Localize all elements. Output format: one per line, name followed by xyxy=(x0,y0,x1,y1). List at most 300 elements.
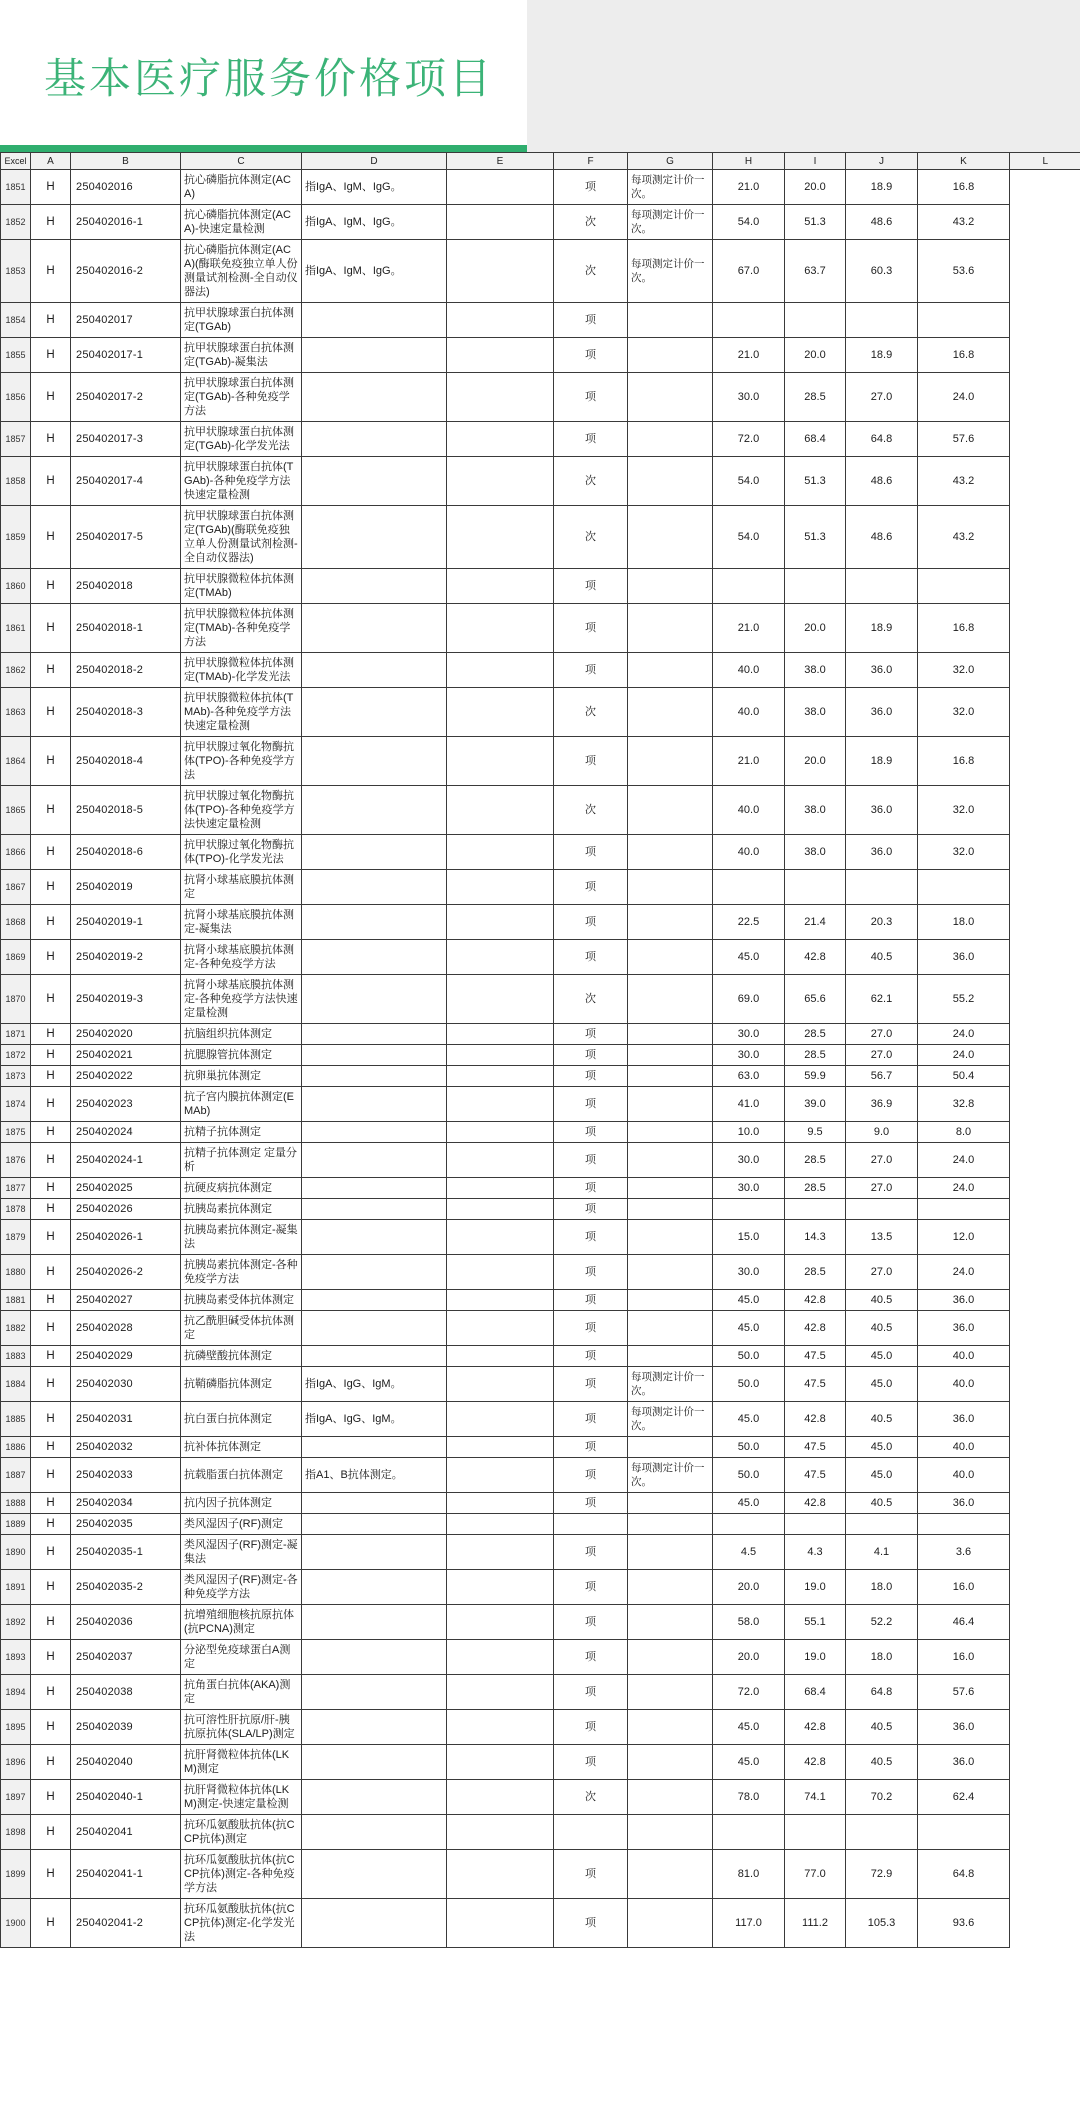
cell-j-1881[interactable]: 40.5 xyxy=(846,1290,918,1311)
cell-f-1895[interactable]: 项 xyxy=(554,1710,628,1745)
cell-b-1858[interactable]: 250402017-4 xyxy=(71,457,181,506)
cell-d-1859[interactable] xyxy=(302,506,447,569)
cell-b-1896[interactable]: 250402040 xyxy=(71,1745,181,1780)
cell-l-1876[interactable] xyxy=(1010,1143,1080,1178)
cell-h-1876[interactable]: 30.0 xyxy=(713,1143,785,1178)
cell-c-1872[interactable]: 抗腮腺管抗体测定 xyxy=(181,1045,302,1066)
cell-f-1882[interactable]: 项 xyxy=(554,1311,628,1346)
cell-g-1860[interactable] xyxy=(628,569,713,604)
cell-h-1884[interactable]: 50.0 xyxy=(713,1367,785,1402)
row-number-1894[interactable]: 1894 xyxy=(1,1675,31,1710)
cell-e-1870[interactable] xyxy=(447,975,554,1024)
cell-a-1873[interactable]: H xyxy=(31,1066,71,1087)
cell-g-1851[interactable]: 每项测定计价一次。 xyxy=(628,170,713,205)
cell-l-1899[interactable] xyxy=(1010,1850,1080,1899)
cell-g-1874[interactable] xyxy=(628,1087,713,1122)
cell-b-1892[interactable]: 250402036 xyxy=(71,1605,181,1640)
cell-l-1882[interactable] xyxy=(1010,1311,1080,1346)
cell-c-1882[interactable]: 抗乙酰胆碱受体抗体测定 xyxy=(181,1311,302,1346)
cell-f-1884[interactable]: 项 xyxy=(554,1367,628,1402)
row-number-1856[interactable]: 1856 xyxy=(1,373,31,422)
cell-k-1897[interactable]: 62.4 xyxy=(918,1780,1010,1815)
cell-c-1888[interactable]: 抗内因子抗体测定 xyxy=(181,1493,302,1514)
cell-g-1862[interactable] xyxy=(628,653,713,688)
cell-a-1876[interactable]: H xyxy=(31,1143,71,1178)
cell-g-1867[interactable] xyxy=(628,870,713,905)
cell-d-1873[interactable] xyxy=(302,1066,447,1087)
cell-l-1880[interactable] xyxy=(1010,1255,1080,1290)
row-number-1851[interactable]: 1851 xyxy=(1,170,31,205)
column-header-i[interactable]: I xyxy=(785,153,846,170)
cell-l-1892[interactable] xyxy=(1010,1605,1080,1640)
row-number-1898[interactable]: 1898 xyxy=(1,1815,31,1850)
cell-c-1860[interactable]: 抗甲状腺微粒体抗体测定(TMAb) xyxy=(181,569,302,604)
cell-j-1856[interactable]: 27.0 xyxy=(846,373,918,422)
cell-h-1893[interactable]: 20.0 xyxy=(713,1640,785,1675)
cell-h-1879[interactable]: 15.0 xyxy=(713,1220,785,1255)
cell-h-1899[interactable]: 81.0 xyxy=(713,1850,785,1899)
cell-i-1873[interactable]: 59.9 xyxy=(785,1066,846,1087)
cell-e-1894[interactable] xyxy=(447,1675,554,1710)
cell-d-1899[interactable] xyxy=(302,1850,447,1899)
cell-d-1883[interactable] xyxy=(302,1346,447,1367)
cell-a-1854[interactable]: H xyxy=(31,303,71,338)
cell-d-1865[interactable] xyxy=(302,786,447,835)
cell-f-1898[interactable] xyxy=(554,1815,628,1850)
cell-d-1895[interactable] xyxy=(302,1710,447,1745)
cell-b-1883[interactable]: 250402029 xyxy=(71,1346,181,1367)
cell-e-1852[interactable] xyxy=(447,205,554,240)
cell-c-1892[interactable]: 抗增殖细胞核抗原抗体(抗PCNA)测定 xyxy=(181,1605,302,1640)
cell-f-1894[interactable]: 项 xyxy=(554,1675,628,1710)
cell-h-1862[interactable]: 40.0 xyxy=(713,653,785,688)
cell-a-1875[interactable]: H xyxy=(31,1122,71,1143)
cell-k-1891[interactable]: 16.0 xyxy=(918,1570,1010,1605)
cell-f-1867[interactable]: 项 xyxy=(554,870,628,905)
cell-g-1875[interactable] xyxy=(628,1122,713,1143)
cell-j-1889[interactable] xyxy=(846,1514,918,1535)
cell-b-1899[interactable]: 250402041-1 xyxy=(71,1850,181,1899)
cell-g-1861[interactable] xyxy=(628,604,713,653)
cell-i-1862[interactable]: 38.0 xyxy=(785,653,846,688)
row-number-1884[interactable]: 1884 xyxy=(1,1367,31,1402)
cell-f-1872[interactable]: 项 xyxy=(554,1045,628,1066)
cell-d-1884[interactable]: 指IgA、IgG、IgM。 xyxy=(302,1367,447,1402)
cell-g-1869[interactable] xyxy=(628,940,713,975)
cell-k-1898[interactable] xyxy=(918,1815,1010,1850)
cell-f-1866[interactable]: 项 xyxy=(554,835,628,870)
row-number-1891[interactable]: 1891 xyxy=(1,1570,31,1605)
cell-j-1893[interactable]: 18.0 xyxy=(846,1640,918,1675)
cell-c-1873[interactable]: 抗卵巢抗体测定 xyxy=(181,1066,302,1087)
cell-c-1887[interactable]: 抗载脂蛋白抗体测定 xyxy=(181,1458,302,1493)
cell-h-1869[interactable]: 45.0 xyxy=(713,940,785,975)
cell-g-1863[interactable] xyxy=(628,688,713,737)
cell-i-1886[interactable]: 47.5 xyxy=(785,1437,846,1458)
cell-i-1861[interactable]: 20.0 xyxy=(785,604,846,653)
cell-i-1900[interactable]: 111.2 xyxy=(785,1899,846,1948)
cell-l-1885[interactable] xyxy=(1010,1402,1080,1437)
cell-l-1862[interactable] xyxy=(1010,653,1080,688)
cell-i-1871[interactable]: 28.5 xyxy=(785,1024,846,1045)
cell-g-1900[interactable] xyxy=(628,1899,713,1948)
cell-g-1864[interactable] xyxy=(628,737,713,786)
row-number-1858[interactable]: 1858 xyxy=(1,457,31,506)
cell-k-1855[interactable]: 16.8 xyxy=(918,338,1010,373)
cell-d-1875[interactable] xyxy=(302,1122,447,1143)
cell-j-1868[interactable]: 20.3 xyxy=(846,905,918,940)
cell-e-1885[interactable] xyxy=(447,1402,554,1437)
cell-e-1871[interactable] xyxy=(447,1024,554,1045)
cell-i-1852[interactable]: 51.3 xyxy=(785,205,846,240)
cell-l-1893[interactable] xyxy=(1010,1640,1080,1675)
cell-e-1879[interactable] xyxy=(447,1220,554,1255)
cell-e-1881[interactable] xyxy=(447,1290,554,1311)
cell-k-1864[interactable]: 16.8 xyxy=(918,737,1010,786)
cell-i-1881[interactable]: 42.8 xyxy=(785,1290,846,1311)
cell-c-1864[interactable]: 抗甲状腺过氧化物酶抗体(TPO)-各种免疫学方法 xyxy=(181,737,302,786)
cell-j-1871[interactable]: 27.0 xyxy=(846,1024,918,1045)
cell-a-1852[interactable]: H xyxy=(31,205,71,240)
cell-f-1854[interactable]: 项 xyxy=(554,303,628,338)
cell-l-1888[interactable] xyxy=(1010,1493,1080,1514)
cell-k-1868[interactable]: 18.0 xyxy=(918,905,1010,940)
cell-k-1888[interactable]: 36.0 xyxy=(918,1493,1010,1514)
cell-h-1891[interactable]: 20.0 xyxy=(713,1570,785,1605)
cell-k-1871[interactable]: 24.0 xyxy=(918,1024,1010,1045)
cell-j-1896[interactable]: 40.5 xyxy=(846,1745,918,1780)
cell-l-1896[interactable] xyxy=(1010,1745,1080,1780)
cell-a-1883[interactable]: H xyxy=(31,1346,71,1367)
cell-k-1852[interactable]: 43.2 xyxy=(918,205,1010,240)
cell-d-1889[interactable] xyxy=(302,1514,447,1535)
cell-b-1851[interactable]: 250402016 xyxy=(71,170,181,205)
cell-e-1869[interactable] xyxy=(447,940,554,975)
cell-k-1873[interactable]: 50.4 xyxy=(918,1066,1010,1087)
cell-j-1880[interactable]: 27.0 xyxy=(846,1255,918,1290)
cell-b-1864[interactable]: 250402018-4 xyxy=(71,737,181,786)
cell-f-1876[interactable]: 项 xyxy=(554,1143,628,1178)
cell-f-1859[interactable]: 次 xyxy=(554,506,628,569)
cell-h-1885[interactable]: 45.0 xyxy=(713,1402,785,1437)
cell-d-1860[interactable] xyxy=(302,569,447,604)
row-number-1860[interactable]: 1860 xyxy=(1,569,31,604)
cell-l-1895[interactable] xyxy=(1010,1710,1080,1745)
cell-i-1892[interactable]: 55.1 xyxy=(785,1605,846,1640)
cell-l-1852[interactable] xyxy=(1010,205,1080,240)
cell-i-1879[interactable]: 14.3 xyxy=(785,1220,846,1255)
row-number-1853[interactable]: 1853 xyxy=(1,240,31,303)
cell-h-1872[interactable]: 30.0 xyxy=(713,1045,785,1066)
cell-j-1884[interactable]: 45.0 xyxy=(846,1367,918,1402)
cell-h-1877[interactable]: 30.0 xyxy=(713,1178,785,1199)
cell-d-1879[interactable] xyxy=(302,1220,447,1255)
cell-i-1863[interactable]: 38.0 xyxy=(785,688,846,737)
cell-i-1876[interactable]: 28.5 xyxy=(785,1143,846,1178)
cell-l-1879[interactable] xyxy=(1010,1220,1080,1255)
cell-l-1854[interactable] xyxy=(1010,303,1080,338)
cell-a-1890[interactable]: H xyxy=(31,1535,71,1570)
row-number-1871[interactable]: 1871 xyxy=(1,1024,31,1045)
cell-j-1897[interactable]: 70.2 xyxy=(846,1780,918,1815)
cell-e-1892[interactable] xyxy=(447,1605,554,1640)
cell-k-1874[interactable]: 32.8 xyxy=(918,1087,1010,1122)
cell-l-1890[interactable] xyxy=(1010,1535,1080,1570)
cell-g-1866[interactable] xyxy=(628,835,713,870)
cell-b-1887[interactable]: 250402033 xyxy=(71,1458,181,1493)
cell-c-1859[interactable]: 抗甲状腺球蛋白抗体测定(TGAb)(酶联免疫独立单人份测量试剂检测-全自动仪器法) xyxy=(181,506,302,569)
cell-l-1898[interactable] xyxy=(1010,1815,1080,1850)
cell-d-1863[interactable] xyxy=(302,688,447,737)
cell-e-1858[interactable] xyxy=(447,457,554,506)
cell-c-1853[interactable]: 抗心磷脂抗体测定(ACA)(酶联免疫独立单人份测量试剂检测-全自动仪器法) xyxy=(181,240,302,303)
cell-f-1864[interactable]: 项 xyxy=(554,737,628,786)
cell-g-1888[interactable] xyxy=(628,1493,713,1514)
cell-b-1875[interactable]: 250402024 xyxy=(71,1122,181,1143)
cell-e-1888[interactable] xyxy=(447,1493,554,1514)
cell-f-1851[interactable]: 项 xyxy=(554,170,628,205)
row-number-1885[interactable]: 1885 xyxy=(1,1402,31,1437)
cell-j-1852[interactable]: 48.6 xyxy=(846,205,918,240)
cell-l-1894[interactable] xyxy=(1010,1675,1080,1710)
cell-c-1855[interactable]: 抗甲状腺球蛋白抗体测定(TGAb)-凝集法 xyxy=(181,338,302,373)
cell-h-1874[interactable]: 41.0 xyxy=(713,1087,785,1122)
cell-d-1882[interactable] xyxy=(302,1311,447,1346)
cell-b-1888[interactable]: 250402034 xyxy=(71,1493,181,1514)
cell-b-1877[interactable]: 250402025 xyxy=(71,1178,181,1199)
cell-e-1898[interactable] xyxy=(447,1815,554,1850)
cell-f-1853[interactable]: 次 xyxy=(554,240,628,303)
row-number-1873[interactable]: 1873 xyxy=(1,1066,31,1087)
row-number-1900[interactable]: 1900 xyxy=(1,1899,31,1948)
cell-b-1880[interactable]: 250402026-2 xyxy=(71,1255,181,1290)
cell-d-1900[interactable] xyxy=(302,1899,447,1948)
cell-g-1887[interactable]: 每项测定计价一次。 xyxy=(628,1458,713,1493)
cell-k-1860[interactable] xyxy=(918,569,1010,604)
cell-j-1882[interactable]: 40.5 xyxy=(846,1311,918,1346)
cell-i-1890[interactable]: 4.3 xyxy=(785,1535,846,1570)
cell-e-1866[interactable] xyxy=(447,835,554,870)
cell-b-1869[interactable]: 250402019-2 xyxy=(71,940,181,975)
cell-f-1883[interactable]: 项 xyxy=(554,1346,628,1367)
cell-j-1870[interactable]: 62.1 xyxy=(846,975,918,1024)
cell-g-1878[interactable] xyxy=(628,1199,713,1220)
cell-a-1851[interactable]: H xyxy=(31,170,71,205)
cell-j-1869[interactable]: 40.5 xyxy=(846,940,918,975)
cell-e-1900[interactable] xyxy=(447,1899,554,1948)
cell-k-1893[interactable]: 16.0 xyxy=(918,1640,1010,1675)
cell-a-1896[interactable]: H xyxy=(31,1745,71,1780)
cell-b-1867[interactable]: 250402019 xyxy=(71,870,181,905)
cell-k-1867[interactable] xyxy=(918,870,1010,905)
cell-h-1888[interactable]: 45.0 xyxy=(713,1493,785,1514)
cell-k-1882[interactable]: 36.0 xyxy=(918,1311,1010,1346)
cell-b-1895[interactable]: 250402039 xyxy=(71,1710,181,1745)
cell-h-1856[interactable]: 30.0 xyxy=(713,373,785,422)
cell-j-1854[interactable] xyxy=(846,303,918,338)
cell-i-1855[interactable]: 20.0 xyxy=(785,338,846,373)
cell-g-1896[interactable] xyxy=(628,1745,713,1780)
cell-f-1875[interactable]: 项 xyxy=(554,1122,628,1143)
cell-h-1880[interactable]: 30.0 xyxy=(713,1255,785,1290)
cell-g-1876[interactable] xyxy=(628,1143,713,1178)
cell-h-1859[interactable]: 54.0 xyxy=(713,506,785,569)
cell-j-1855[interactable]: 18.9 xyxy=(846,338,918,373)
cell-d-1891[interactable] xyxy=(302,1570,447,1605)
cell-i-1865[interactable]: 38.0 xyxy=(785,786,846,835)
cell-a-1865[interactable]: H xyxy=(31,786,71,835)
cell-h-1886[interactable]: 50.0 xyxy=(713,1437,785,1458)
cell-i-1858[interactable]: 51.3 xyxy=(785,457,846,506)
cell-k-1892[interactable]: 46.4 xyxy=(918,1605,1010,1640)
cell-b-1852[interactable]: 250402016-1 xyxy=(71,205,181,240)
cell-d-1876[interactable] xyxy=(302,1143,447,1178)
cell-b-1855[interactable]: 250402017-1 xyxy=(71,338,181,373)
cell-f-1893[interactable]: 项 xyxy=(554,1640,628,1675)
cell-i-1898[interactable] xyxy=(785,1815,846,1850)
cell-a-1900[interactable]: H xyxy=(31,1899,71,1948)
cell-f-1892[interactable]: 项 xyxy=(554,1605,628,1640)
cell-a-1870[interactable]: H xyxy=(31,975,71,1024)
cell-h-1852[interactable]: 54.0 xyxy=(713,205,785,240)
cell-l-1878[interactable] xyxy=(1010,1199,1080,1220)
cell-l-1859[interactable] xyxy=(1010,506,1080,569)
cell-b-1873[interactable]: 250402022 xyxy=(71,1066,181,1087)
cell-c-1861[interactable]: 抗甲状腺微粒体抗体测定(TMAb)-各种免疫学方法 xyxy=(181,604,302,653)
cell-d-1898[interactable] xyxy=(302,1815,447,1850)
row-number-1886[interactable]: 1886 xyxy=(1,1437,31,1458)
cell-i-1896[interactable]: 42.8 xyxy=(785,1745,846,1780)
cell-b-1857[interactable]: 250402017-3 xyxy=(71,422,181,457)
cell-b-1859[interactable]: 250402017-5 xyxy=(71,506,181,569)
cell-f-1889[interactable] xyxy=(554,1514,628,1535)
cell-e-1856[interactable] xyxy=(447,373,554,422)
cell-h-1861[interactable]: 21.0 xyxy=(713,604,785,653)
cell-a-1869[interactable]: H xyxy=(31,940,71,975)
cell-c-1854[interactable]: 抗甲状腺球蛋白抗体测定(TGAb) xyxy=(181,303,302,338)
row-number-1869[interactable]: 1869 xyxy=(1,940,31,975)
row-number-1876[interactable]: 1876 xyxy=(1,1143,31,1178)
cell-j-1888[interactable]: 40.5 xyxy=(846,1493,918,1514)
cell-b-1868[interactable]: 250402019-1 xyxy=(71,905,181,940)
cell-f-1877[interactable]: 项 xyxy=(554,1178,628,1199)
cell-a-1874[interactable]: H xyxy=(31,1087,71,1122)
cell-k-1887[interactable]: 40.0 xyxy=(918,1458,1010,1493)
cell-a-1862[interactable]: H xyxy=(31,653,71,688)
cell-h-1871[interactable]: 30.0 xyxy=(713,1024,785,1045)
cell-b-1861[interactable]: 250402018-1 xyxy=(71,604,181,653)
cell-e-1891[interactable] xyxy=(447,1570,554,1605)
cell-i-1867[interactable] xyxy=(785,870,846,905)
cell-c-1862[interactable]: 抗甲状腺微粒体抗体测定(TMAb)-化学发光法 xyxy=(181,653,302,688)
cell-h-1875[interactable]: 10.0 xyxy=(713,1122,785,1143)
cell-k-1880[interactable]: 24.0 xyxy=(918,1255,1010,1290)
cell-c-1878[interactable]: 抗胰岛素抗体测定 xyxy=(181,1199,302,1220)
cell-f-1856[interactable]: 项 xyxy=(554,373,628,422)
cell-g-1865[interactable] xyxy=(628,786,713,835)
cell-h-1889[interactable] xyxy=(713,1514,785,1535)
row-number-1877[interactable]: 1877 xyxy=(1,1178,31,1199)
cell-a-1878[interactable]: H xyxy=(31,1199,71,1220)
cell-d-1852[interactable]: 指IgA、IgM、IgG。 xyxy=(302,205,447,240)
cell-k-1886[interactable]: 40.0 xyxy=(918,1437,1010,1458)
cell-a-1881[interactable]: H xyxy=(31,1290,71,1311)
cell-f-1900[interactable]: 项 xyxy=(554,1899,628,1948)
row-number-1859[interactable]: 1859 xyxy=(1,506,31,569)
cell-h-1867[interactable] xyxy=(713,870,785,905)
column-header-f[interactable]: F xyxy=(554,153,628,170)
cell-h-1894[interactable]: 72.0 xyxy=(713,1675,785,1710)
cell-g-1868[interactable] xyxy=(628,905,713,940)
cell-c-1874[interactable]: 抗子宫内膜抗体测定(EMAb) xyxy=(181,1087,302,1122)
cell-h-1892[interactable]: 58.0 xyxy=(713,1605,785,1640)
cell-h-1851[interactable]: 21.0 xyxy=(713,170,785,205)
cell-a-1860[interactable]: H xyxy=(31,569,71,604)
cell-h-1857[interactable]: 72.0 xyxy=(713,422,785,457)
cell-a-1899[interactable]: H xyxy=(31,1850,71,1899)
cell-a-1866[interactable]: H xyxy=(31,835,71,870)
cell-b-1889[interactable]: 250402035 xyxy=(71,1514,181,1535)
cell-c-1897[interactable]: 抗肝肾微粒体抗体(LKM)测定-快速定量检测 xyxy=(181,1780,302,1815)
cell-i-1869[interactable]: 42.8 xyxy=(785,940,846,975)
cell-c-1880[interactable]: 抗胰岛素抗体测定-各种免疫学方法 xyxy=(181,1255,302,1290)
cell-d-1892[interactable] xyxy=(302,1605,447,1640)
row-number-1896[interactable]: 1896 xyxy=(1,1745,31,1780)
cell-g-1895[interactable] xyxy=(628,1710,713,1745)
cell-e-1884[interactable] xyxy=(447,1367,554,1402)
cell-g-1884[interactable]: 每项测定计价一次。 xyxy=(628,1367,713,1402)
cell-c-1885[interactable]: 抗白蛋白抗体测定 xyxy=(181,1402,302,1437)
cell-i-1857[interactable]: 68.4 xyxy=(785,422,846,457)
cell-k-1881[interactable]: 36.0 xyxy=(918,1290,1010,1311)
cell-c-1900[interactable]: 抗环瓜氨酸肽抗体(抗CCP抗体)测定-化学发光法 xyxy=(181,1899,302,1948)
cell-g-1899[interactable] xyxy=(628,1850,713,1899)
row-number-1888[interactable]: 1888 xyxy=(1,1493,31,1514)
cell-c-1893[interactable]: 分泌型免疫球蛋白A测定 xyxy=(181,1640,302,1675)
cell-e-1875[interactable] xyxy=(447,1122,554,1143)
cell-j-1874[interactable]: 36.9 xyxy=(846,1087,918,1122)
cell-i-1870[interactable]: 65.6 xyxy=(785,975,846,1024)
cell-k-1894[interactable]: 57.6 xyxy=(918,1675,1010,1710)
cell-c-1899[interactable]: 抗环瓜氨酸肽抗体(抗CCP抗体)测定-各种免疫学方法 xyxy=(181,1850,302,1899)
cell-h-1890[interactable]: 4.5 xyxy=(713,1535,785,1570)
cell-e-1859[interactable] xyxy=(447,506,554,569)
cell-h-1882[interactable]: 45.0 xyxy=(713,1311,785,1346)
cell-c-1851[interactable]: 抗心磷脂抗体测定(ACA) xyxy=(181,170,302,205)
cell-g-1881[interactable] xyxy=(628,1290,713,1311)
cell-c-1856[interactable]: 抗甲状腺球蛋白抗体测定(TGAb)-各种免疫学方法 xyxy=(181,373,302,422)
cell-d-1890[interactable] xyxy=(302,1535,447,1570)
cell-d-1855[interactable] xyxy=(302,338,447,373)
cell-b-1860[interactable]: 250402018 xyxy=(71,569,181,604)
cell-k-1854[interactable] xyxy=(918,303,1010,338)
cell-e-1857[interactable] xyxy=(447,422,554,457)
cell-a-1856[interactable]: H xyxy=(31,373,71,422)
cell-l-1856[interactable] xyxy=(1010,373,1080,422)
row-number-1890[interactable]: 1890 xyxy=(1,1535,31,1570)
row-number-1867[interactable]: 1867 xyxy=(1,870,31,905)
cell-f-1891[interactable]: 项 xyxy=(554,1570,628,1605)
cell-h-1898[interactable] xyxy=(713,1815,785,1850)
cell-c-1884[interactable]: 抗鞘磷脂抗体测定 xyxy=(181,1367,302,1402)
cell-f-1863[interactable]: 次 xyxy=(554,688,628,737)
cell-d-1857[interactable] xyxy=(302,422,447,457)
row-number-1892[interactable]: 1892 xyxy=(1,1605,31,1640)
cell-c-1869[interactable]: 抗肾小球基底膜抗体测定-各种免疫学方法 xyxy=(181,940,302,975)
cell-d-1861[interactable] xyxy=(302,604,447,653)
cell-h-1855[interactable]: 21.0 xyxy=(713,338,785,373)
cell-f-1862[interactable]: 项 xyxy=(554,653,628,688)
